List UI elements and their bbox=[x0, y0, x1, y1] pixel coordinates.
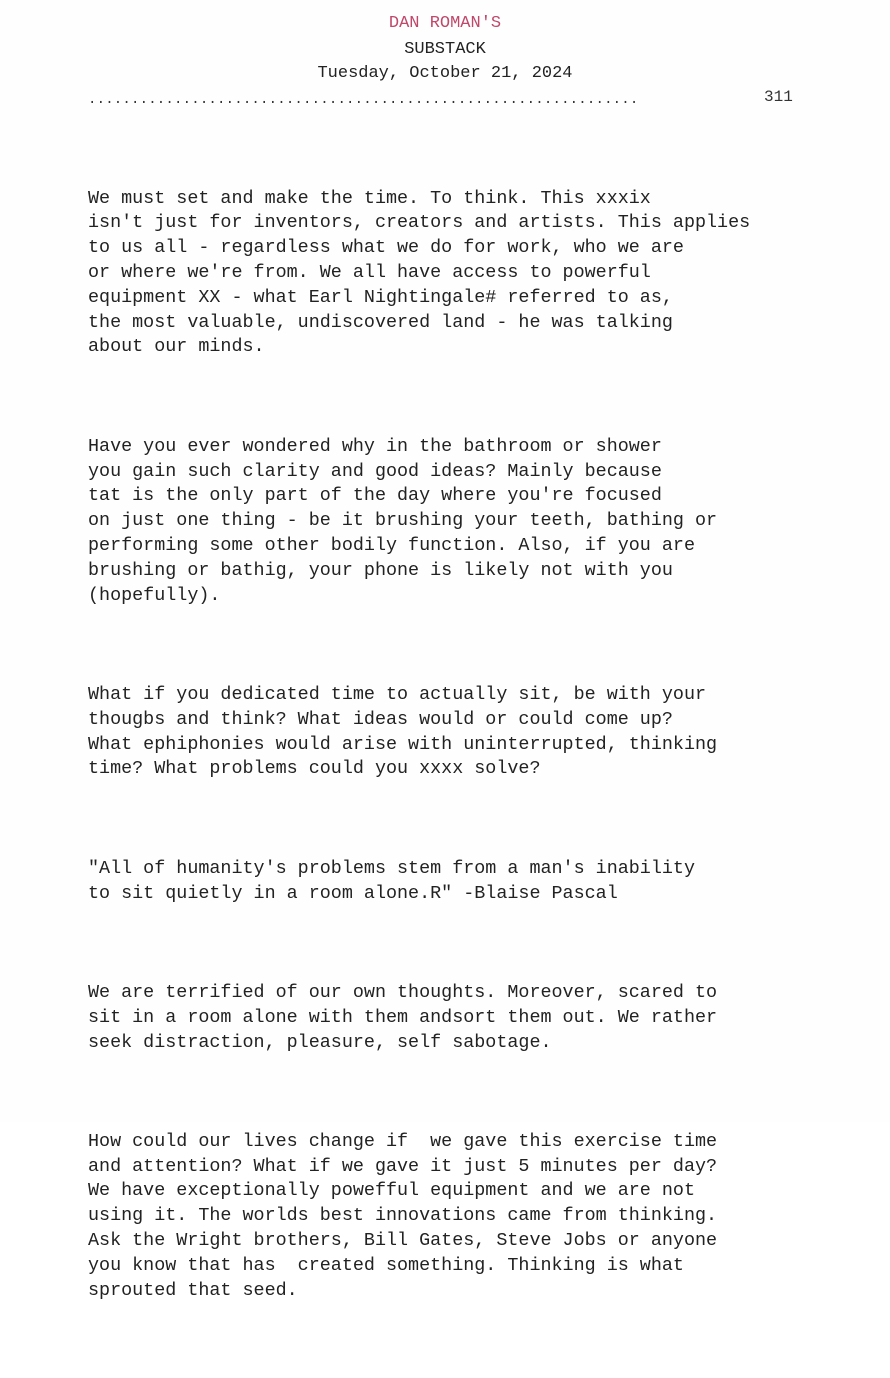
paragraph-6: How could our lives change if we gave this exercise time and attention? What if we gave it just 5 minutes per day? We have exceptionally powefful equipment and we are not using it. The worlds best innovations came from thinking. Ask the Wright brothers, Bill Gates, Steve Jobs or anyone you know that has created something. Thinking is what sprouted that seed. bbox=[88, 1130, 718, 1301]
paragraph-5: We are terrified of our own thoughts. Moreover, scared to sit in a room alone with them andsort them out. We rather seek distraction, pleasure, self sabotage. bbox=[88, 981, 718, 1053]
author-name: DAN ROMAN'S bbox=[388, 14, 502, 33]
publication-name: SUBSTACK bbox=[404, 40, 486, 59]
post-date: Tuesday, October 21, 2024 bbox=[317, 64, 573, 83]
paragraph-2: Have you ever wondered why in the bathroom or shower you gain such clarity and good ideas? Mainly because tat is the only part of the day where you're focused on just one thing - be it brushing your teeth, bathing or performing some other bodily function. Also, if you are brushing or bathig, your phone is likely not with you (hopefully). bbox=[88, 435, 718, 606]
page-number: 311 bbox=[764, 88, 793, 106]
article-body bbox=[88, 137, 858, 1378]
paragraph-1: We must set and make the time. To think. This xxxix isn't just for inventors, creators and artists. This applies to us all - regardless what we do for work, who we are or where we're from. We all have access to powerful equipment XX - what Earl Nightingale# referred to as, the most valuable, undiscovered land - he was talking about our minds. bbox=[88, 187, 751, 358]
paragraph-3: What if you dedicated time to actually sit, be with your thougbs and think? What ideas would or could come up? What ephiphonies would arise with uninterrupted, thinking time? What problems could you xxxx solve? bbox=[88, 683, 718, 780]
dotted-divider: ................................................................ bbox=[88, 92, 639, 108]
quote-paragraph: "All of humanity's problems stem from a man's inability to sit quietly in a room alone.R" -Blaise Pascal bbox=[88, 857, 695, 904]
